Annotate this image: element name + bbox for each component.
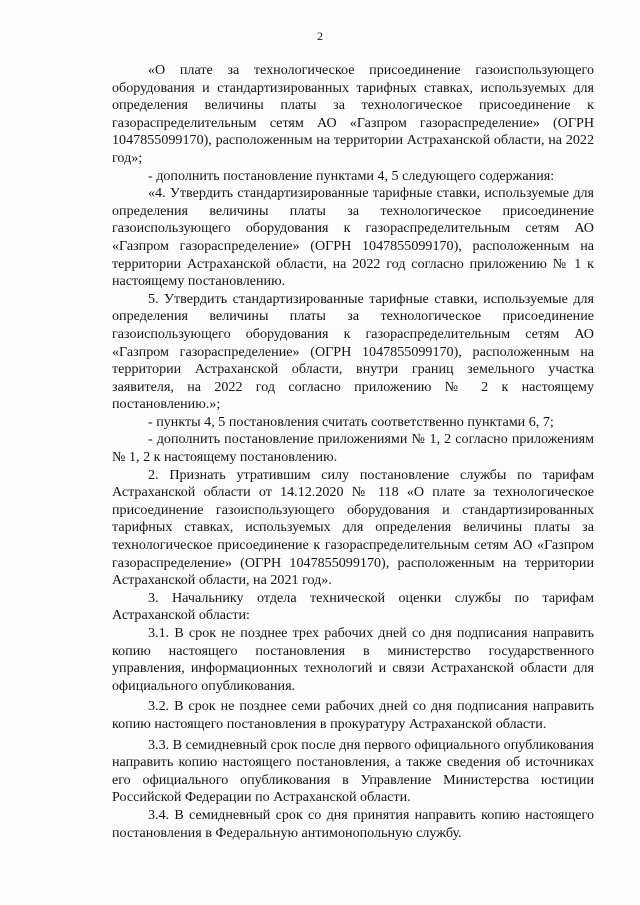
paragraph-point-3-1: 3.1. В срок не позднее трех рабочих дней со дня подписания направить копию настоящего постановления в министерство государственного управления, информационных технологий и связи Астраханской области для официального опубликования. [112,625,594,694]
paragraph-point-3-4: 3.4. В семидневный срок со дня принятия направить копию настоящего постановления в Федеральную антимонопольную службу. [112,806,594,841]
document-body [112,62,594,842]
paragraph-item-4: «4. Утвердить стандартизированные тарифные ставки, используемые для определения величины платы за технологическое присоединение газоиспользующего оборудования к газораспределительным сетям АО «Газпром газораспределение» (ОГРН 1047855099170), расположенным на территории Астраханской области, на 2022 год согласно приложению № 1 к настоящему постановлению. [112,185,594,290]
paragraph-add-items: - дополнить постановление пунктами 4, 5 следующего содержания: [148,167,555,184]
paragraph-add-appendices: - дополнить постановление приложениями № 1, 2 согласно приложениям № 1, 2 к настоящему постановлению. [112,431,594,466]
paragraph-item-5: 5. Утвердить стандартизированные тарифные ставки, используемые для определения величины платы за технологическое присоединение газоиспользующего оборудования к газораспределительным сетям АО «Газпром газораспределение» (ОГРН 1047855099170), расположенным на территории Астраханской области, внутри границ земельного участка заявителя, на 2022 год согласно приложению № 2 к настоящему постановлению.»; [112,290,594,413]
paragraph-point-2: 2. Признать утратившим силу постановление службы по тарифам Астраханской области от 14.12.2020 № 118 «О плате за технологическое присоединение газоиспользующего оборудования и стандартизированных тарифных ставках, используемых для определения величины платы за технологическое присоединение к газораспределительным сетям АО «Газпром газораспределение» (ОГРН 1047855099170), расположенным на территории Астраханской области, на 2021 год». [112,466,594,589]
page-number: 2 [317,29,323,43]
paragraph-point-3-2: 3.2. В срок не позднее семи рабочих дней со дня подписания направить копию настоящего постановления в прокуратуру Астраханской области. [112,698,594,732]
paragraph-point-3: 3. Начальнику отдела технической оценки службы по тарифам Астраханской области: [112,589,594,624]
paragraph-renumber-items: - пункты 4, 5 постановления считать соответственно пунктами 6, 7; [148,413,554,430]
paragraph-point-3-3: 3.3. В семидневный срок после дня первого официального опубликования направить копию настоящего постановления, а также сведения об источниках его официального опубликования в Управление Министерства юстиции Российской Федерации по Астраханской области. [112,736,594,806]
paragraph-resolution-title: «О плате за технологическое присоединение газоиспользующего оборудования и стандартизированных тарифных ставках, используемых для определения величины платы за технологическое присоединение к газораспределительным сетям АО «Газпром газораспределение» (ОГРН 1047855099170), расположенным на территории Астраханской области, на 2022 год»; [112,62,594,166]
